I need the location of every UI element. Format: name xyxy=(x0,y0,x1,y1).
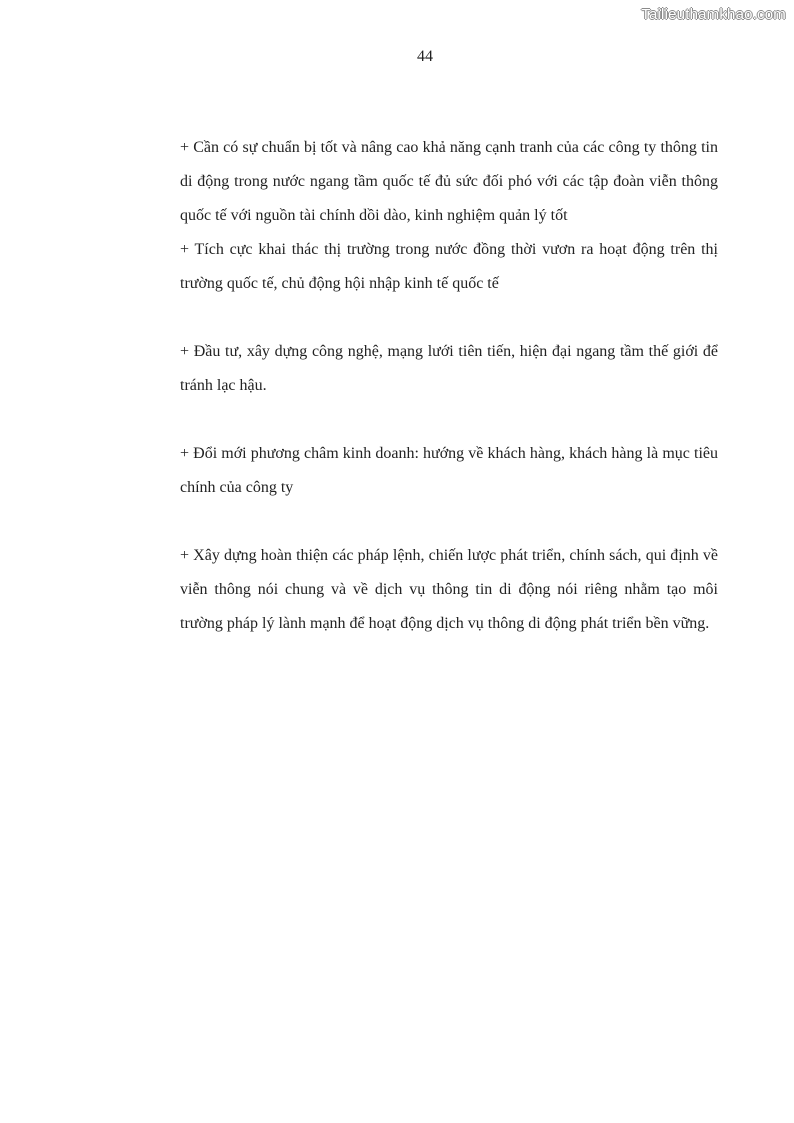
paragraph-4: + Đổi mới phương châm kinh doanh: hướng về khách hàng, khách hàng là mục tiêu chính của công ty xyxy=(180,445,718,496)
page-number: 44 xyxy=(417,48,433,65)
paragraph-1: + Cần có sự chuẩn bị tốt và nâng cao khả năng cạnh tranh của các công ty thông tin di động trong nước ngang tầm quốc tế đủ sức đối phó với các tập đoàn viễn thông quốc tế với nguồn tài chính dồi dào, kinh nghiệm quản lý tốt xyxy=(180,139,718,224)
document-body xyxy=(180,131,718,641)
paragraph-5: + Xây dựng hoàn thiện các pháp lệnh, chiến lược phát triển, chính sách, qui định về viễn thông nói chung và về dịch vụ thông tin di động nói riêng nhằm tạo môi trường pháp lý lành mạnh để hoạt động dịch vụ thông di động phát triển bền vững. xyxy=(180,547,718,632)
paragraph-3: + Đầu tư, xây dựng công nghệ, mạng lưới tiên tiến, hiện đại ngang tầm thế giới để tránh lạc hậu. xyxy=(180,343,718,394)
watermark-text: Tailieuthamkhao.com xyxy=(641,6,786,23)
paragraph-2: + Tích cực khai thác thị trường trong nước đồng thời vươn ra hoạt động trên thị trường quốc tế, chủ động hội nhập kinh tế quốc tế xyxy=(180,241,718,292)
